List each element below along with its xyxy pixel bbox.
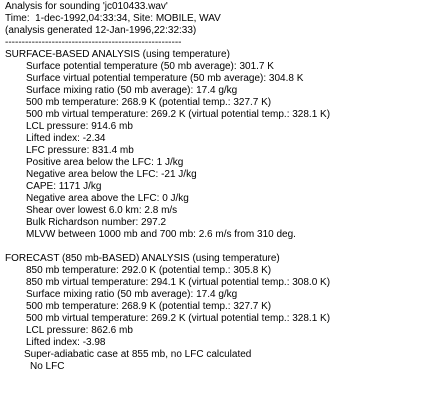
- surface-line: 500 mb temperature: 268.9 K (potential temp.: 327.7 K): [26, 97, 272, 108]
- surface-line: Negative area below the LFC: -21 J/kg: [26, 169, 197, 180]
- surface-line: MLVW between 1000 mb and 700 mb: 2.6 m/s from 310 deg.: [26, 229, 296, 240]
- surface-line: Positive area below the LFC: 1 J/kg: [26, 157, 184, 168]
- header-divider: -----------------------------------------------------: [5, 37, 182, 48]
- forecast-line: LCL pressure: 862.6 mb: [26, 325, 133, 336]
- surface-line: 500 mb virtual temperature: 269.2 K (virtual potential temp.: 328.1 K): [26, 109, 331, 120]
- forecast-line: 500 mb temperature: 268.9 K (potential temp.: 327.7 K): [26, 301, 272, 312]
- surface-line: Negative area above the LFC: 0 J/kg: [26, 193, 189, 204]
- forecast-section-heading: FORECAST (850 mb-BASED) ANALYSIS (using temperature): [5, 253, 280, 264]
- section-gap: [5, 241, 443, 253]
- forecast-line: Surface mixing ratio (50 mb average): 17.4 g/kg: [26, 289, 238, 300]
- surface-line: Surface potential temperature (50 mb average): 301.7 K: [26, 61, 274, 72]
- forecast-note: Super-adiabatic case at 855 mb, no LFC calculated: [24, 349, 252, 360]
- report-time-site: Time: 1-dec-1992,04:33:34, Site: MOBILE, WAV: [5, 13, 221, 24]
- surface-line: LFC pressure: 831.4 mb: [26, 145, 134, 156]
- surface-line: CAPE: 1171 J/kg: [26, 181, 102, 192]
- sounding-analysis-report: [5, 1, 443, 373]
- surface-line: Bulk Richardson number: 297.2: [26, 217, 167, 228]
- surface-line: Surface mixing ratio (50 mb average): 17.4 g/kg: [26, 85, 238, 96]
- forecast-line: 850 mb temperature: 292.0 K (potential temp.: 305.8 K): [26, 265, 272, 276]
- surface-line: Lifted index: -2.34: [26, 133, 106, 144]
- surface-line: Surface virtual potential temperature (50 mb average): 304.8 K: [26, 73, 304, 84]
- report-generated: (analysis generated 12-Jan-1996,22:32:33): [5, 25, 197, 36]
- surface-line: Shear over lowest 6.0 km: 2.8 m/s: [26, 205, 178, 216]
- forecast-line: 850 mb virtual temperature: 294.1 K (virtual potential temp.: 308.0 K): [26, 277, 331, 288]
- forecast-line: 500 mb virtual temperature: 269.2 K (virtual potential temp.: 328.1 K): [26, 313, 331, 324]
- forecast-no-lfc: No LFC: [30, 361, 65, 372]
- forecast-line: Lifted index: -3.98: [26, 337, 106, 348]
- report-title: Analysis for sounding 'jc010433.wav': [5, 1, 168, 12]
- surface-section-heading: SURFACE-BASED ANALYSIS (using temperature): [5, 49, 230, 60]
- surface-line: LCL pressure: 914.6 mb: [26, 121, 133, 132]
